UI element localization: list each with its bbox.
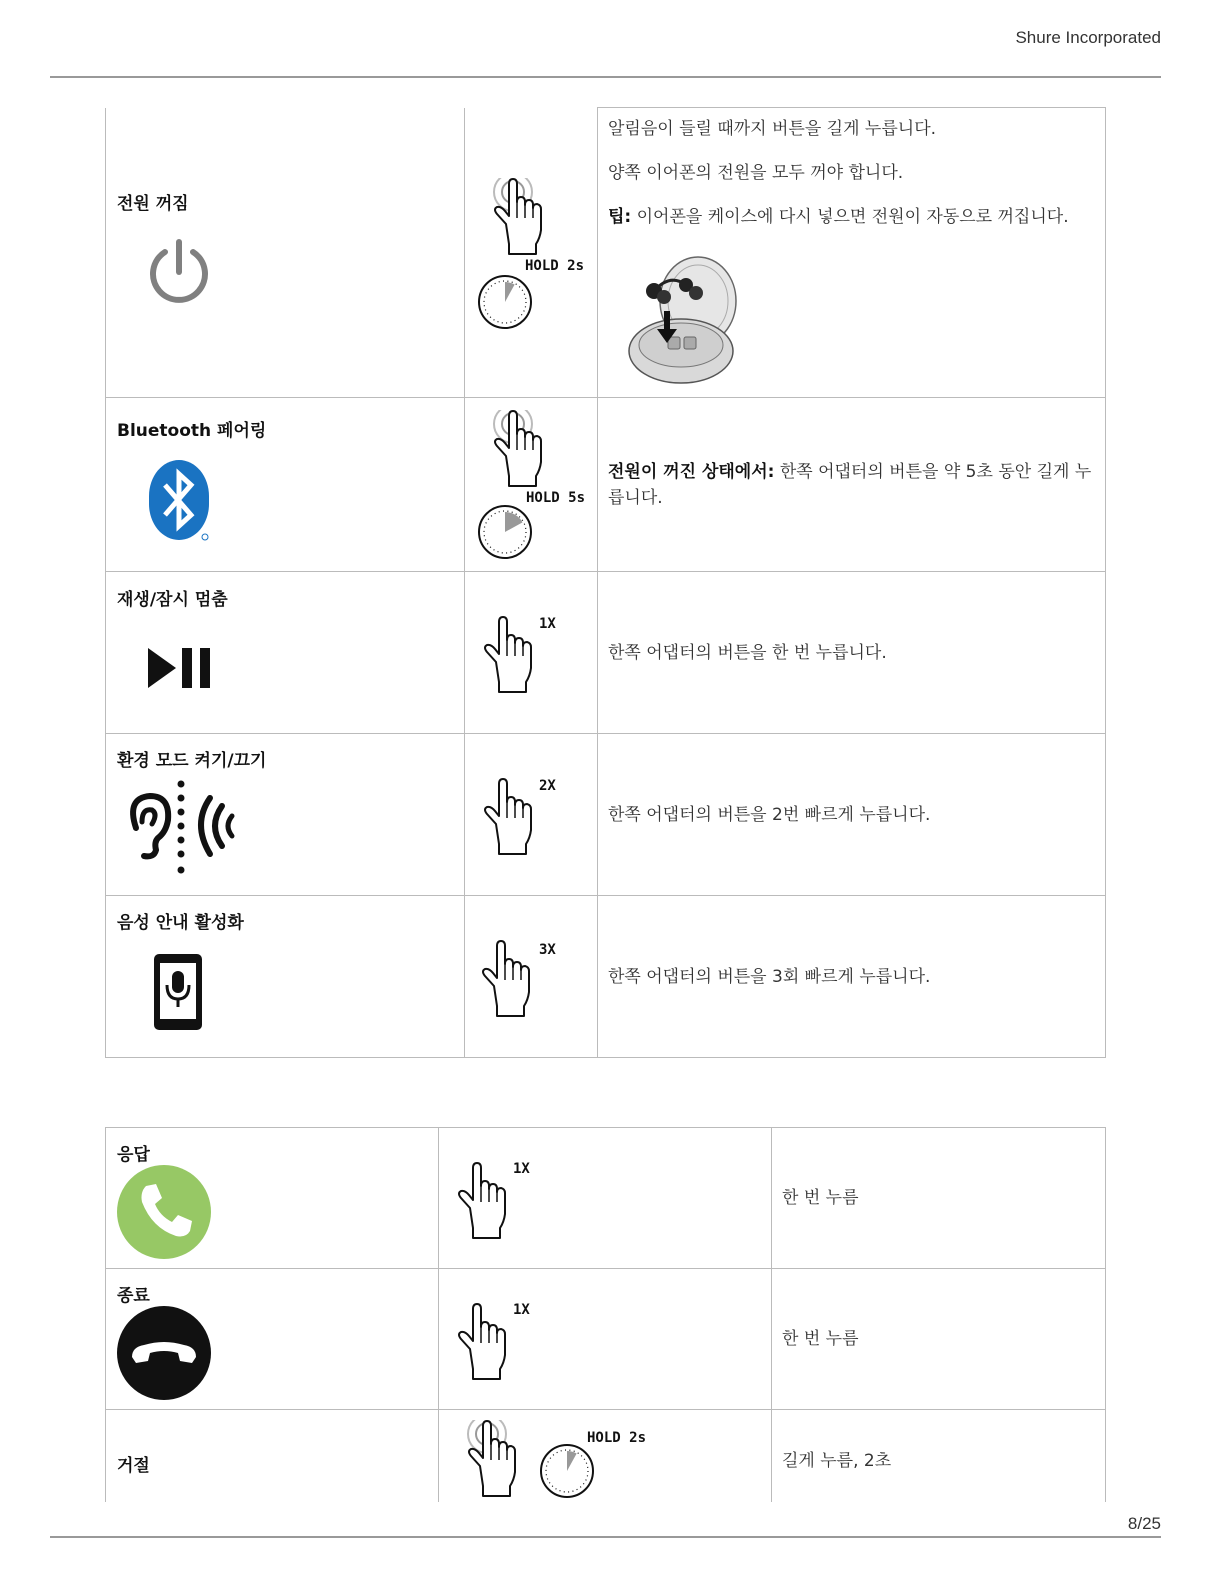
row-label: 환경 모드 켜기/끄기 [117, 751, 267, 771]
single-press-icon [453, 1162, 515, 1242]
tip-body: 이어폰을 케이스에 다시 넣으면 전원이 자동으로 꺼집니다. [631, 207, 1069, 227]
timer-icon [477, 274, 533, 330]
gesture-label: 2X [539, 778, 556, 794]
row-label: Bluetooth 페어링 [117, 421, 267, 441]
row-label: 음성 안내 활성화 [117, 913, 244, 933]
table-row [106, 1128, 1106, 1269]
description-text: 한쪽 어댑터의 버튼을 2번 빠르게 누릅니다. [608, 805, 931, 825]
timer-icon [539, 1443, 595, 1499]
description-text: 길게 누름, 2초 [782, 1451, 892, 1471]
controls-table [105, 107, 1106, 1058]
row-label: 재생/잠시 멈춤 [117, 590, 228, 610]
gesture-label: HOLD 2s [525, 257, 585, 274]
description-text: 한쪽 어댑터의 버튼을 3회 빠르게 누릅니다. [608, 967, 931, 987]
tip-text [608, 204, 1095, 230]
table-row [106, 1269, 1106, 1410]
description-bold: 전원이 꺼진 상태에서: [608, 462, 775, 482]
hold-press-icon [489, 178, 551, 258]
answer-call-icon [116, 1164, 212, 1260]
tip-label: 팁: [608, 207, 632, 227]
table-row [106, 896, 1106, 1058]
triple-press-icon [477, 940, 539, 1020]
header-rule [50, 76, 1161, 78]
page-number: 8/25 [1127, 1514, 1161, 1533]
ambient-mode-icon [124, 778, 236, 878]
single-press-icon [479, 616, 541, 696]
hold-press-icon [463, 1420, 525, 1500]
description-text: 한 번 누름 [782, 1188, 859, 1208]
end-call-icon [116, 1305, 212, 1401]
footer-rule [50, 1536, 1161, 1538]
table-row [106, 734, 1106, 896]
table-row [106, 572, 1106, 734]
description-text: 한 번 누름 [782, 1329, 859, 1349]
earphone-case-illustration [626, 253, 746, 388]
company-name: Shure Incorporated [1015, 28, 1161, 47]
row-label: 응답 [117, 1145, 150, 1165]
description-line: 양쪽 이어폰의 전원을 모두 꺼야 합니다. [608, 163, 904, 183]
timer-icon [477, 504, 533, 560]
table-row [106, 1410, 1106, 1502]
hold-press-icon [489, 410, 551, 490]
power-icon [146, 238, 212, 304]
single-press-icon [453, 1303, 515, 1383]
table-row [106, 398, 1106, 572]
play-pause-icon [146, 646, 214, 690]
double-press-icon [479, 778, 541, 858]
bluetooth-icon [147, 458, 211, 544]
voice-assistant-icon [153, 953, 203, 1031]
gesture-label: 3X [539, 942, 556, 958]
gesture-label: HOLD 5s [526, 490, 586, 506]
description [598, 398, 1105, 511]
description-line: 알림음이 들릴 때까지 버튼을 길게 누릅니다. [608, 119, 937, 139]
gesture-label: 1X [513, 1302, 530, 1318]
gesture-label: 1X [539, 616, 556, 632]
row-label: 전원 꺼짐 [117, 193, 189, 214]
gesture-label: HOLD 2s [587, 1430, 647, 1446]
description-text: 한쪽 어댑터의 버튼을 한 번 누릅니다. [608, 643, 887, 663]
gesture-label: 1X [513, 1161, 530, 1177]
call-controls-table [105, 1127, 1106, 1502]
row-label: 거절 [117, 1456, 150, 1476]
row-label: 종료 [117, 1286, 150, 1306]
table-row [106, 108, 1106, 398]
description-text: 한쪽 어댑터의 버튼을 약 5초 동안 길게 누릅니다. [608, 462, 1092, 508]
